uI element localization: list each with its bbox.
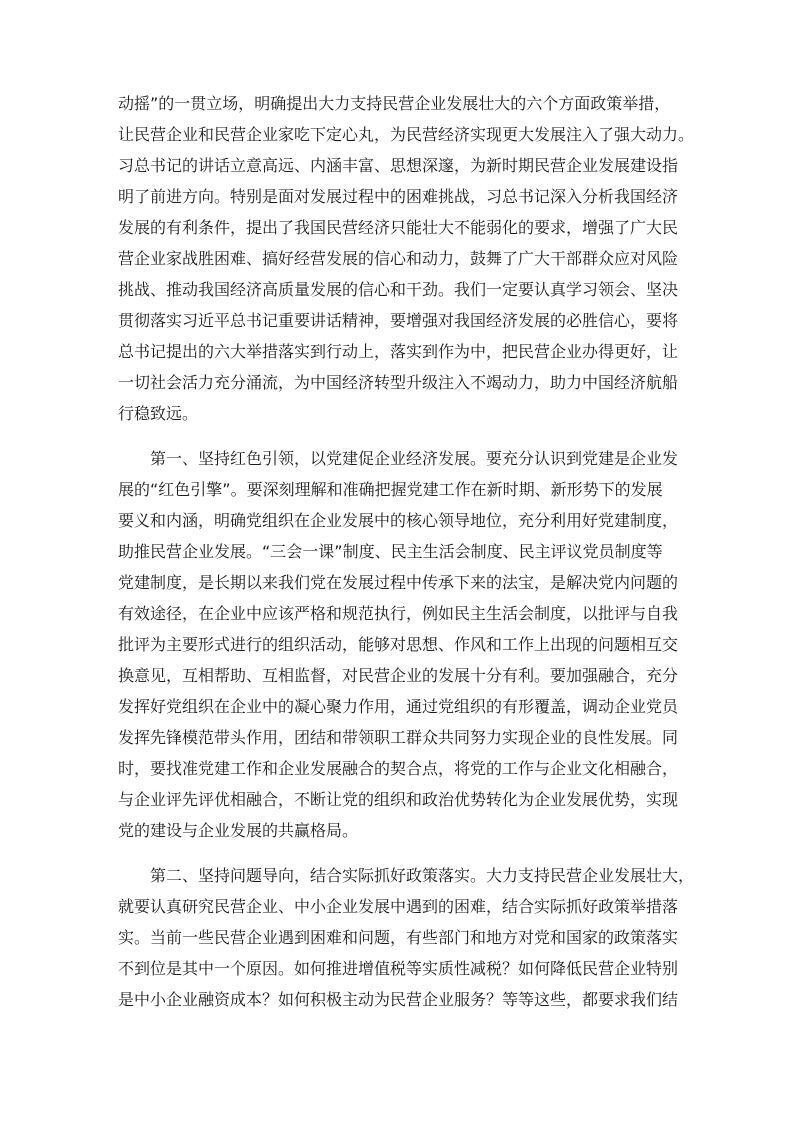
text-line: 要义和内涵，明确党组织在企业发展中的核心领导地位，充分利用好党建制度， bbox=[118, 511, 679, 530]
text-line: 第一、坚持红色引领，以党建促企业经济发展。要充分认识到党建是企业发 bbox=[150, 449, 679, 468]
text-line: 贯彻落实习近平总书记重要讲话精神，要增强对我国经济发展的必胜信心，要将 bbox=[118, 311, 679, 330]
text-line: 就要认真研究民营企业、中小企业发展中遇到的困难，结合实际抓好政策举措落 bbox=[118, 897, 679, 916]
text-line: 实。当前一些民营企业遇到困难和问题，有些部门和地方对党和国家的政策落实 bbox=[118, 928, 679, 947]
text-line: 与企业评先评优相融合，不断让党的组织和政治优势转化为企业发展优势，实现 bbox=[118, 790, 679, 809]
text-line: 让民营企业和民营企业家吃下定心丸，为民营经济实现更大发展注入了强大动力。 bbox=[118, 125, 695, 144]
text-line: 时，要找准党建工作和企业发展融合的契合点，将党的工作与企业文化相融合， bbox=[118, 759, 679, 778]
text-line: 动摇”的一贯立场，明确提出大力支持民营企业发展壮大的六个方面政策举措， bbox=[118, 94, 671, 113]
text-line: 换意见，互相帮助、互相监督，对民营企业的发展十分有利。要加强融合，充分 bbox=[118, 666, 679, 685]
text-line: 不到位是其中一个原因。如何推进增值税等实质性减税？如何降低民营企业特别 bbox=[118, 959, 679, 978]
text-line: 发展的有利条件，提出了我国民营经济只能壮大不能弱化的要求，增强了广大民 bbox=[118, 218, 679, 237]
text-line: 总书记提出的六大举措落实到行动上，落实到作为中，把民营企业办得更好，让 bbox=[118, 342, 679, 361]
text-line: 党建制度，是长期以来我们党在发展过程中传承下来的法宝，是解决党内问题的 bbox=[118, 573, 679, 592]
text-line: 发挥好党组织在企业中的凝心聚力作用，通过党组织的有形覆盖，调动企业党员 bbox=[118, 697, 679, 716]
text-line: 第二、坚持问题导向，结合实际抓好政策落实。大力支持民营企业发展壮大， bbox=[150, 866, 695, 885]
text-line: 营企业家战胜困难、搞好经营发展的信心和动力，鼓舞了广大干部群众应对风险 bbox=[118, 249, 679, 268]
text-line: 有效途径，在企业中应该严格和规范执行，例如民主生活会制度，以批评与自我 bbox=[118, 604, 679, 623]
text-line: 助推民营企业发展。“三会一课”制度、民主生活会制度、民主评议党员制度等 bbox=[118, 542, 663, 561]
text-line: 发挥先锋模范带头作用，团结和带领职工群众共同努力实现企业的良性发展。同 bbox=[118, 728, 679, 747]
text-line: 明了前进方向。特别是面对发展过程中的困难挑战，习总书记深入分析我国经济 bbox=[118, 187, 679, 206]
text-line: 习总书记的讲话立意高远、内涵丰富、思想深邃，为新时期民营企业发展建设指 bbox=[118, 156, 679, 175]
text-line: 是中小企业融资成本？如何积极主动为民营企业服务？等等这些，都要求我们结 bbox=[118, 990, 679, 1009]
text-line: 展的“红色引擎”。要深刻理解和准确把握党建工作在新时期、新形势下的发展 bbox=[118, 480, 663, 499]
text-line: 党的建设与企业发展的共赢格局。 bbox=[118, 821, 359, 840]
text-line: 一切社会活力充分涌流，为中国经济转型升级注入不竭动力，助力中国经济航船 bbox=[118, 373, 679, 392]
text-line: 行稳致远。 bbox=[118, 404, 199, 423]
text-line: 批评为主要形式进行的组织活动，能够对思想、作风和工作上出现的问题相互交 bbox=[118, 635, 679, 654]
text-line: 挑战、推动我国经济高质量发展的信心和干劲。我们一定要认真学习领会、坚决 bbox=[118, 280, 679, 299]
